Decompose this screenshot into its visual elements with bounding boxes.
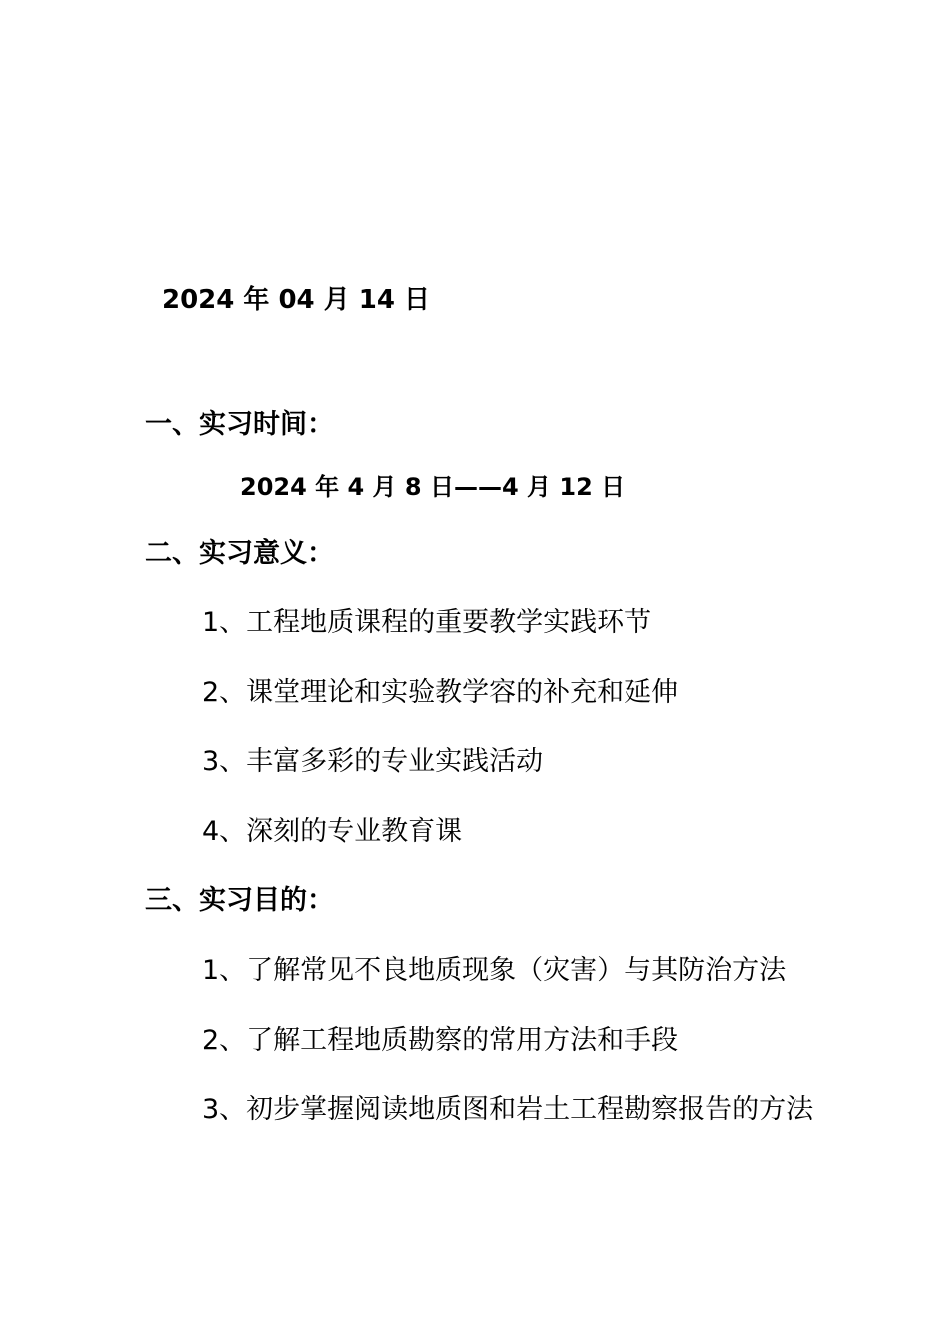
- significance-item-1: 1、工程地质课程的重要教学实践环节: [202, 607, 652, 638]
- purpose-item-2: 2、了解工程地质勘察的常用方法和手段: [202, 1025, 679, 1056]
- section-heading-internship-time: 一、实习时间：: [145, 409, 334, 440]
- significance-item-3: 3、丰富多彩的专业实践活动: [202, 746, 544, 777]
- significance-item-2: 2、课堂理论和实验教学容的补充和延伸: [202, 677, 679, 708]
- report-date: 2024 年 04 月 14 日: [162, 285, 430, 315]
- section-heading-internship-significance: 二、实习意义：: [145, 538, 334, 569]
- internship-period: 2024 年 4 月 8 日——4 月 12 日: [240, 473, 626, 501]
- purpose-item-1: 1、了解常见不良地质现象（灾害）与其防治方法: [202, 955, 787, 986]
- purpose-item-3: 3、初步掌握阅读地质图和岩土工程勘察报告的方法: [202, 1094, 814, 1125]
- significance-item-4: 4、深刻的专业教育课: [202, 816, 463, 847]
- section-heading-internship-purpose: 三、实习目的：: [145, 885, 334, 916]
